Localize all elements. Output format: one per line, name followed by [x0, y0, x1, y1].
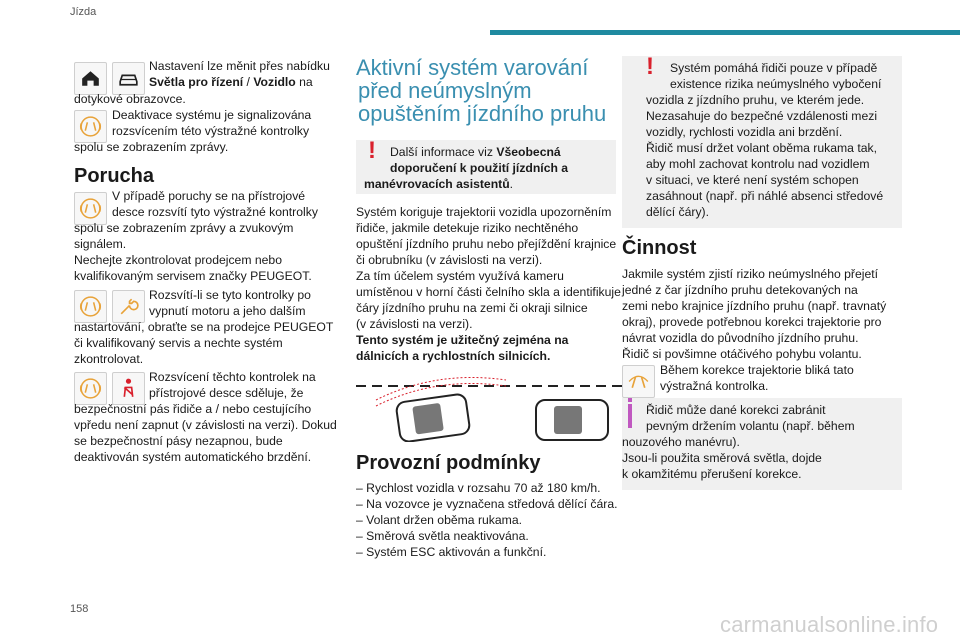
body-line4: či obrubníku (v závislosti na verzi).: [356, 253, 543, 267]
intro-bold2: Vozidlo: [253, 75, 296, 89]
bold-line2: [356, 348, 626, 364]
op-line6: Řidič si povšimne otáčivého pohybu volantu.: [622, 347, 862, 361]
warn-line10: dělící čáry).: [646, 205, 709, 219]
note-line3: [364, 176, 614, 192]
note-line3-bold: manévrovacích asistentů: [364, 177, 510, 191]
warn-line9: zasáhnout (např. při náhlé absenci středové: [646, 189, 884, 203]
section-title-line2: před neúmyslným: [358, 78, 532, 103]
info-line2: pevným držením volantu (např. během: [646, 419, 855, 433]
op-line1: Jakmile systém zjistí riziko neúmyslného přejetí: [622, 267, 879, 281]
body-line3: opuštění jízdního pruhu nebo přejíždění krajnice: [356, 237, 617, 251]
note-line3-tail: .: [509, 177, 514, 191]
note-line1-pre: Další informace viz: [390, 145, 497, 159]
warn-line8: v situaci, ve které není systém schopen: [646, 173, 859, 187]
info-box: [622, 398, 902, 490]
deact-line3: spolu se zobrazením zprávy.: [74, 140, 229, 154]
warn-line5: vozidly, rychlosti vozidla ani brzdění.: [646, 125, 843, 139]
section-title-line3: opuštěním jízdního pruhu: [358, 101, 607, 126]
intro-line1: Nastavení lze měnit přes nabídku: [149, 59, 330, 73]
header-accent-bar: [490, 30, 960, 35]
belt-line2: přístrojové desce sděluje, že: [149, 386, 304, 400]
bold-line2-text: dálnicích a rychlostních silnicích.: [356, 349, 551, 363]
warning-exclamation-icon: !: [646, 53, 654, 80]
deact-line2: rozsvícením této výstražné kontrolky: [112, 124, 310, 138]
op-line3: zemi nebo krajnice jízdního pruhu (např. travnatý: [622, 299, 887, 313]
op-line2: jedné z čar jízdního pruhu detekovaných na: [622, 283, 858, 297]
header-title: Jízda: [70, 6, 97, 18]
body-line5: Za tím účelem systém využívá kameru: [356, 269, 564, 283]
operation-heading: Činnost: [622, 237, 697, 259]
warn-line6: Řidič musí držet volant oběma rukama tak,: [646, 141, 877, 155]
info-line5: k okamžitému přerušení korekce.: [622, 467, 802, 481]
belt-line5: se bezpečnostní pásy nezapnou, bude: [74, 434, 283, 448]
condition-item: – Směrová světla neaktivována.: [356, 529, 529, 543]
condition-item: – Volant držen oběma rukama.: [356, 513, 522, 527]
info-icon: [628, 404, 632, 428]
bold-line1-text: Tento systém je užitečný zejména na: [356, 333, 569, 347]
fault-line2: desce rozsvítí tyto výstražné kontrolky: [112, 205, 318, 219]
fault-heading: Porucha: [74, 165, 155, 187]
warning-box: [622, 53, 902, 228]
fault-line1: V případě poruchy se na přístrojové: [112, 189, 306, 203]
info-icon-dot: [628, 398, 632, 402]
car-left: [396, 393, 471, 442]
eng-line2: vypnutí motoru a jeho dalším: [149, 304, 306, 318]
body-line7: čáry jízdního pruhu na zemi či okraji silnice: [356, 301, 588, 315]
belt-line6: deaktivován systém automatického brzdění.: [74, 450, 312, 464]
fault-line4: signálem.: [74, 237, 127, 251]
warn-line3: vozidla z jízdního pruhu, ve kterém jede.: [646, 93, 865, 107]
intro-line3: dotykové obrazovce.: [74, 92, 186, 106]
deact-line1: Deaktivace systému je signalizována: [112, 108, 312, 122]
car-right: [536, 400, 608, 440]
fault-line5: Nechejte zkontrolovat prodejcem nebo: [74, 253, 282, 267]
blink-line2: výstražná kontrolka.: [660, 379, 769, 393]
body-line8: (v závislosti na verzi).: [356, 317, 473, 331]
op-line5: návrat vozidla do původního jízdního pruhu.: [622, 331, 859, 345]
op-line4: okraj), provede potřebnou korekci trajektorie pro: [622, 315, 882, 329]
page-number: 158: [70, 603, 89, 615]
info-line1: Řidič může dané korekci zabránit: [646, 403, 826, 417]
note-line1: [390, 144, 614, 160]
eng-line5: zkontrolovat.: [74, 352, 144, 366]
fault-line3: spolu se zobrazením zprávy a zvukovým: [74, 221, 294, 235]
warning-exclamation-icon: !: [368, 137, 376, 164]
warn-line4: Nezasahuje do bezpečné vzdálenosti mezi: [646, 109, 878, 123]
info-line4: Jsou-li použita směrová světla, dojde: [622, 451, 822, 465]
fault-line6: kvalifikovaným servisem značky PEUGEOT.: [74, 269, 312, 283]
blink-line1: Během korekce trajektorie bliká tato: [660, 363, 854, 377]
belt-line4: vpředu není zapnut (v závislosti na verzi). Dokud: [74, 418, 337, 432]
warn-line7: aby mohl zachovat kontrolu nad vozidlem: [646, 157, 870, 171]
note-line1-bold: Všeobecná: [496, 145, 561, 159]
body-line2: řidiče, jakmile detekuje riziko nechtěného: [356, 221, 579, 235]
condition-item: – Na vozovce je vyznačena středová dělící čára.: [356, 497, 618, 511]
conditions-heading: Provozní podmínky: [356, 452, 541, 474]
belt-line3: bezpečnostní pás řidiče a / nebo cestujícího: [74, 402, 312, 416]
note-line2-bold: doporučení k použití jízdních a: [390, 161, 569, 175]
eng-line1: Rozsvítí-li se tyto kontrolky po: [149, 288, 311, 302]
belt-line1: Rozsvícení těchto kontrolek na: [149, 370, 316, 384]
intro-line2: [149, 74, 349, 90]
condition-item: – Rychlost vozidla v rozsahu 70 až 180 km/h.: [356, 481, 601, 495]
note-line2: [390, 160, 614, 176]
lane-assist-icon: [622, 365, 655, 398]
bold-line1: [356, 332, 626, 348]
warn-line1: Systém pomáhá řidiči pouze v případě: [670, 61, 878, 75]
section-title-line1: Aktivní systém varování: [356, 55, 589, 80]
body-line1: Systém koriguje trajektorii vozidla upozorněním: [356, 205, 612, 219]
watermark: carmanualsonline.info: [720, 612, 939, 637]
intro-sep: /: [243, 75, 254, 89]
info-line3: nouzového manévru).: [622, 435, 740, 449]
body-line6: umístěnou v horní části čelního skla a identifikuje: [356, 285, 621, 299]
intro-bold1: Světla pro řízení: [149, 75, 244, 89]
note-box: [356, 137, 616, 194]
intro-tail: na: [295, 75, 313, 89]
condition-item: – Systém ESC aktivován a funkční.: [356, 545, 547, 559]
lane-assist-illustration: [356, 372, 622, 442]
eng-line3: nastartování, obraťte se na prodejce PEUGEOT: [74, 320, 334, 334]
eng-line4: či kvalifikovaný servis a nechte systém: [74, 336, 283, 350]
warn-line2: existence rizika neúmyslného vybočení: [670, 77, 882, 91]
